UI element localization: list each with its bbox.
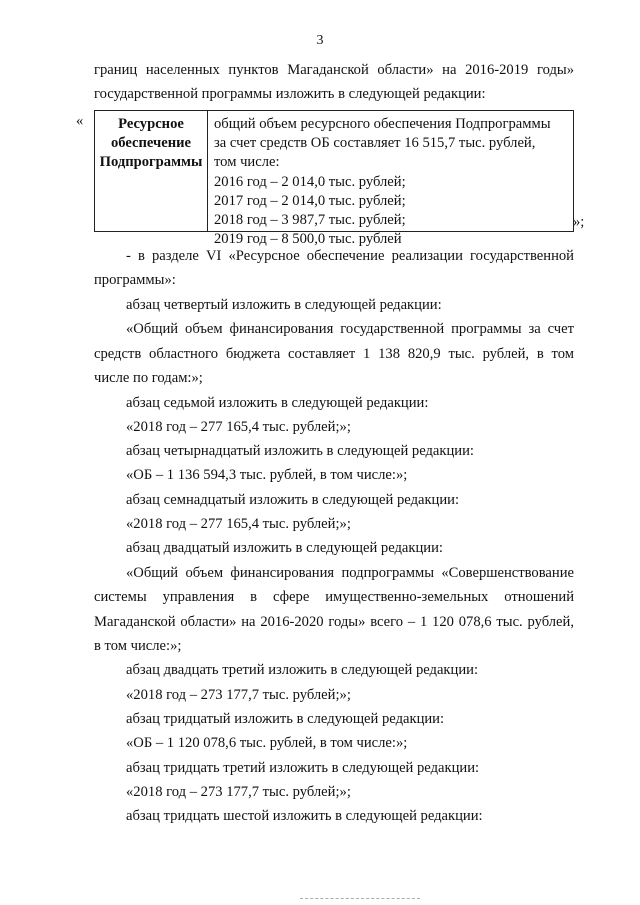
- table-content-line: 2017 год – 2 014,0 тыс. рублей;: [214, 192, 406, 209]
- table-content-line: за счет средств ОБ составляет 16 515,7 тыс. рублей,: [214, 135, 536, 152]
- table-label-line: обеспечение: [110, 135, 192, 151]
- resource-table: [94, 110, 574, 248]
- paragraph-line: «2018 год – 277 165,4 тыс. рублей;»;: [126, 419, 351, 435]
- table-content-cell: [214, 115, 569, 249]
- paragraph-line: «ОБ – 1 136 594,3 тыс. рублей, в том числе:»;: [126, 467, 408, 483]
- table-content-line: том числе:: [214, 154, 280, 171]
- paragraph-line: абзац семнадцатый изложить в следующей редакции:: [126, 492, 460, 508]
- quote-open: «: [76, 113, 84, 129]
- quote-close: »;: [573, 214, 585, 230]
- paragraph-line: Магаданской области» на 2016-2020 годы» всего – 1 120 078,6 тыс. рублей,: [94, 614, 574, 630]
- scan-artifact-divider: [300, 898, 420, 901]
- page-number: 3: [316, 33, 324, 48]
- paragraph-line: абзац тридцатый изложить в следующей редакции:: [126, 711, 445, 727]
- paragraph-line: абзац четвертый изложить в следующей редакции:: [126, 297, 442, 313]
- paragraph-line: - в разделе VI «Ресурсное обеспечение реализации государственной: [126, 248, 574, 264]
- paragraph-line: «2018 год – 273 177,7 тыс. рублей;»;: [126, 784, 351, 800]
- paragraph-line: средств областного бюджета составляет 1 138 820,9 тыс. рублей, в том: [94, 346, 574, 362]
- paragraph-line: «2018 год – 273 177,7 тыс. рублей;»;: [126, 687, 351, 703]
- paragraph-line: «Общий объем финансирования государственной программы за счет: [126, 321, 574, 337]
- table-content-line: 2018 год – 3 987,7 тыс. рублей;: [214, 212, 406, 229]
- paragraph-line: абзац двадцатый изложить в следующей редакции:: [126, 540, 443, 556]
- table-content-line: 2016 год – 2 014,0 тыс. рублей;: [214, 173, 406, 190]
- paragraph-line: «Общий объем финансирования подпрограммы «Совершенствование: [126, 565, 574, 581]
- paragraph-line: программы»:: [94, 272, 176, 288]
- paragraph-line: абзац седьмой изложить в следующей редакции:: [126, 395, 429, 411]
- paragraph-line: абзац двадцать третий изложить в следующей редакции:: [126, 662, 479, 678]
- table-label-cell: [95, 111, 208, 231]
- table-content-line: общий объем ресурсного обеспечения Подпрограммы: [214, 116, 551, 132]
- paragraph-line: «2018 год – 277 165,4 тыс. рублей;»;: [126, 516, 351, 532]
- paragraph-line: числе по годам:»;: [94, 370, 203, 386]
- paragraph-line: абзац четырнадцатый изложить в следующей редакции:: [126, 443, 474, 459]
- paragraph-line: абзац тридцать третий изложить в следующей редакции:: [126, 760, 480, 776]
- table-label-line: Ресурсное: [118, 116, 184, 132]
- paragraph-line: системы управления в сфере имущественно-земельных отношений: [94, 589, 574, 605]
- intro-line: государственной программы изложить в следующей редакции:: [94, 86, 486, 102]
- intro-line: границ населенных пунктов Магаданской области» на 2016-2019 годы»: [94, 62, 574, 78]
- paragraph-line: в том числе:»;: [94, 638, 182, 654]
- paragraph-line: абзац тридцать шестой изложить в следующей редакции:: [126, 808, 483, 824]
- table-label-line: Подпрограммы: [99, 154, 203, 170]
- table-content-line: 2019 год – 8 500,0 тыс. рублей: [214, 231, 402, 248]
- paragraph-line: «ОБ – 1 120 078,6 тыс. рублей, в том числе:»;: [126, 735, 408, 751]
